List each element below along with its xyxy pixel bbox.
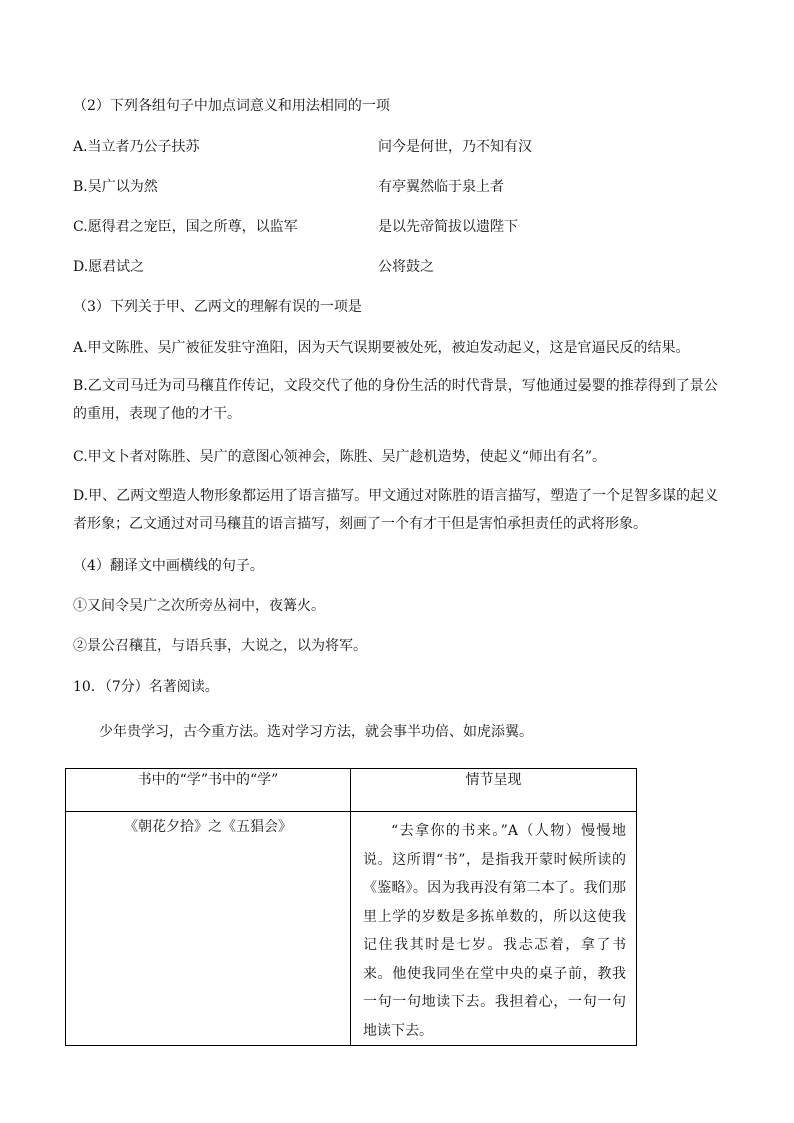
q2-option-b-left: B.吴广以为然	[73, 179, 158, 195]
q2-option-b-right: 有亭翼然临于泉上者	[378, 179, 504, 195]
q2-stem: （2）下列各组句子中加点词意义和用法相同的一项	[73, 98, 390, 114]
q2-option-d-left: D.愿君试之	[73, 259, 145, 275]
q4-sentence-1: ①又间令吴广之次所旁丛祠中，夜篝火。	[73, 598, 325, 614]
table-header-right: 情节呈现	[351, 769, 637, 812]
table-cell-plot: “去拿你的书来。”A（人物）慢慢地说。这所谓“书”，是指我开蒙时候所读的《鉴略》。因为我再没有第二本了。我们那里上学的岁数是多拣单数的，所以这使我记住我其时是七岁。我忐忑着，拿了书来。他使我同坐在堂中央的桌子前，教我一句一句地读下去。我担着心，一句一句地读下去。	[351, 812, 637, 1046]
table-row	[66, 812, 637, 1046]
reading-table	[65, 768, 637, 1046]
q3-option-a: A.甲文陈胜、吴广被征发驻守渔阳，因为天气误期要被处死，被迫发动起义，这是官逼民反的结果。	[73, 340, 690, 356]
q2-option-c-left: C.愿得君之宠臣，国之所尊，以监军	[73, 219, 298, 235]
table-header-left: 书中的“学”书中的“学”	[66, 769, 351, 812]
q3-option-b: B.乙文司马迁为司马穰苴作传记，文段交代了他的身份生活的时代背景，写他通过晏婴的推荐得到了景公的重用，表现了他的才干。	[73, 378, 718, 422]
q4-sentence-2: ②景公召穰苴，与语兵事，大说之，以为将军。	[73, 638, 367, 654]
q2-option-d-right: 公将鼓之	[378, 259, 434, 275]
q10-title: 10．（7分）名著阅读。	[73, 679, 219, 695]
q4-stem: （4）翻译文中画横线的句子。	[73, 558, 264, 574]
q3-option-c: C.甲文卜者对陈胜、吴广的意图心领神会，陈胜、吴广趁机造势，使起义“师出有名”。	[73, 449, 606, 465]
q2-option-a-left: A.当立者乃公子扶苏	[73, 139, 200, 155]
q3-option-d: D.甲、乙两文塑造人物形象都运用了语言描写。甲文通过对陈胜的语言描写，塑造了一个足智多谋的起义者形象；乙文通过对司马穰苴的语言描写，刻画了一个有才干但是害怕承担责任的武将形象。	[73, 488, 719, 532]
q3-stem: （3）下列关于甲、乙两文的理解有误的一项是	[73, 299, 362, 315]
table-header-row	[66, 769, 637, 812]
table-cell-book: 《朝花夕拾》之《五猖会》	[66, 812, 351, 1046]
q2-option-a-right: 问今是何世，乃不知有汉	[378, 139, 532, 155]
q2-option-c-right: 是以先帝简拔以遗陛下	[378, 219, 518, 235]
q10-intro: 少年贵学习，古今重方法。选对学习方法，就会事半功倍、如虎添翼。	[99, 724, 533, 740]
